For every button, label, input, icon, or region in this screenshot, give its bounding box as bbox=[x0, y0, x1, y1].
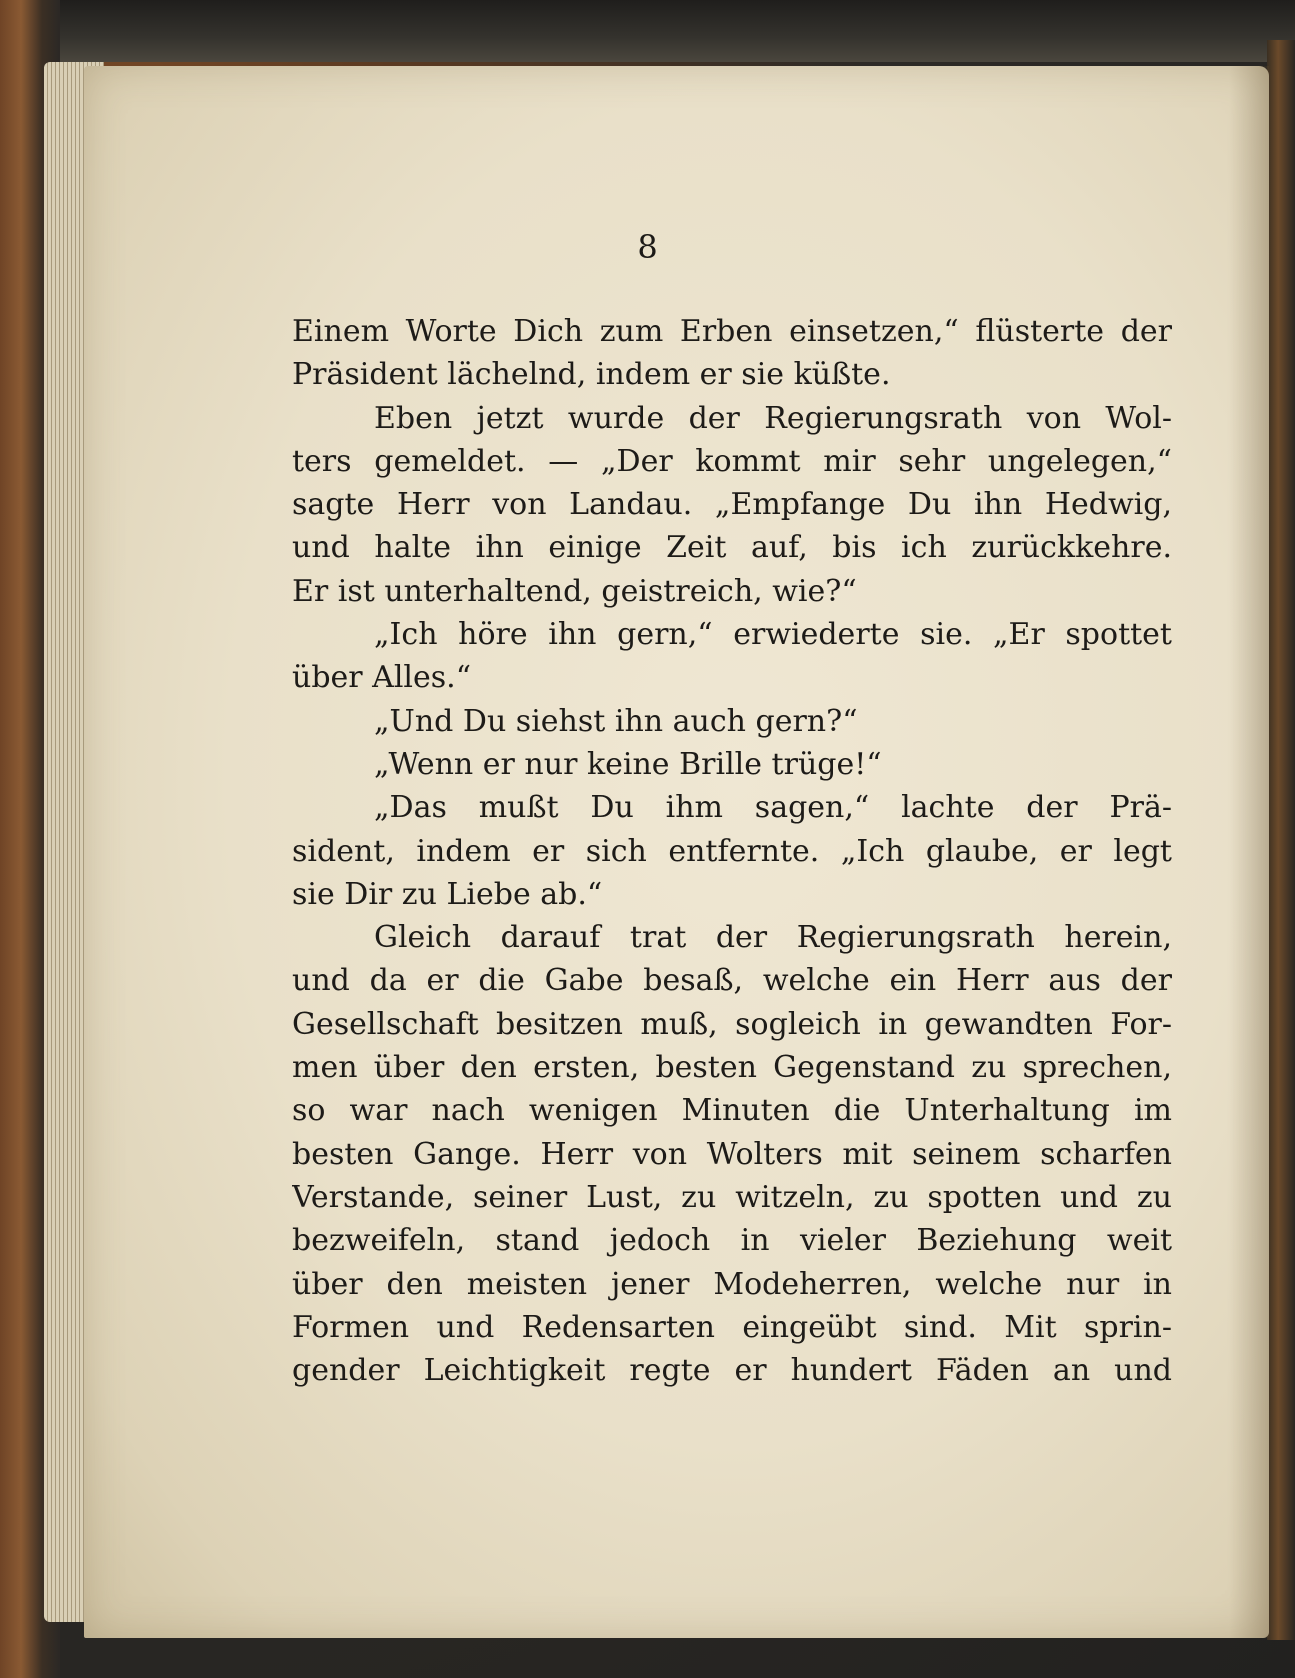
text-line: besten Gange. Herr von Wolters mit seinem scharfen bbox=[292, 1136, 1172, 1172]
text-line: bezweifeln, stand jedoch in vieler Beziehung weit bbox=[292, 1223, 1172, 1259]
text-line: Eben jetzt wurde der Regierungsrath von Wol- bbox=[374, 400, 1172, 436]
text-line: gender Leichtigkeit regte er hundert Fäden an und bbox=[292, 1353, 1172, 1389]
text-line: ters gemeldet. — „Der kommt mir sehr ungelegen,“ bbox=[292, 443, 1172, 479]
text-line: sagte Herr von Landau. „Empfange Du ihn Hedwig, bbox=[292, 487, 1172, 523]
page-body-text bbox=[292, 310, 1172, 1392]
text-line: und da er die Gabe besaß, welche ein Herr aus der bbox=[292, 963, 1172, 999]
text-line: Er ist unterhaltend, geistreich, wie?“ bbox=[292, 573, 857, 609]
text-line: sident, indem er sich entfernte. „Ich glaube, er legt bbox=[292, 833, 1172, 869]
text-line: men über den ersten, besten Gegenstand zu sprechen, bbox=[292, 1050, 1172, 1086]
text-line: Verstande, seiner Lust, zu witzeln, zu spotten und zu bbox=[292, 1179, 1172, 1215]
cover-right-edge bbox=[1267, 40, 1295, 1640]
text-line: „Und Du siehst ihn auch gern?“ bbox=[374, 703, 858, 739]
text-line: über den meisten jener Modeherren, welche nur in bbox=[292, 1266, 1172, 1302]
text-line: so war nach wenigen Minuten die Unterhaltung im bbox=[292, 1093, 1172, 1129]
page-number: 8 bbox=[637, 228, 658, 266]
text-line: über Alles.“ bbox=[292, 660, 472, 696]
text-line: Einem Worte Dich zum Erben einsetzen,“ flüsterte der bbox=[292, 314, 1172, 349]
cover-top-edge bbox=[0, 0, 1295, 62]
text-line: „Das mußt Du ihm sagen,“ lachte der Prä- bbox=[374, 790, 1172, 826]
text-line: sie Dir zu Liebe ab.“ bbox=[292, 876, 603, 912]
text-line: Gesellschaft besitzen muß, sogleich in gewandten For- bbox=[292, 1006, 1172, 1042]
text-line: „Wenn er nur keine Brille trüge!“ bbox=[374, 746, 882, 782]
text-line: und halte ihn einige Zeit auf, bis ich zurückkehre. bbox=[292, 530, 1172, 566]
text-line: Formen und Redensarten eingeübt sind. Mit sprin- bbox=[292, 1309, 1172, 1345]
text-line: Präsident lächelnd, indem er sie küßte. bbox=[292, 357, 891, 393]
text-line: Gleich darauf trat der Regierungsrath herein, bbox=[374, 920, 1172, 956]
text-line: „Ich höre ihn gern,“ erwiederte sie. „Er spottet bbox=[374, 617, 1172, 653]
